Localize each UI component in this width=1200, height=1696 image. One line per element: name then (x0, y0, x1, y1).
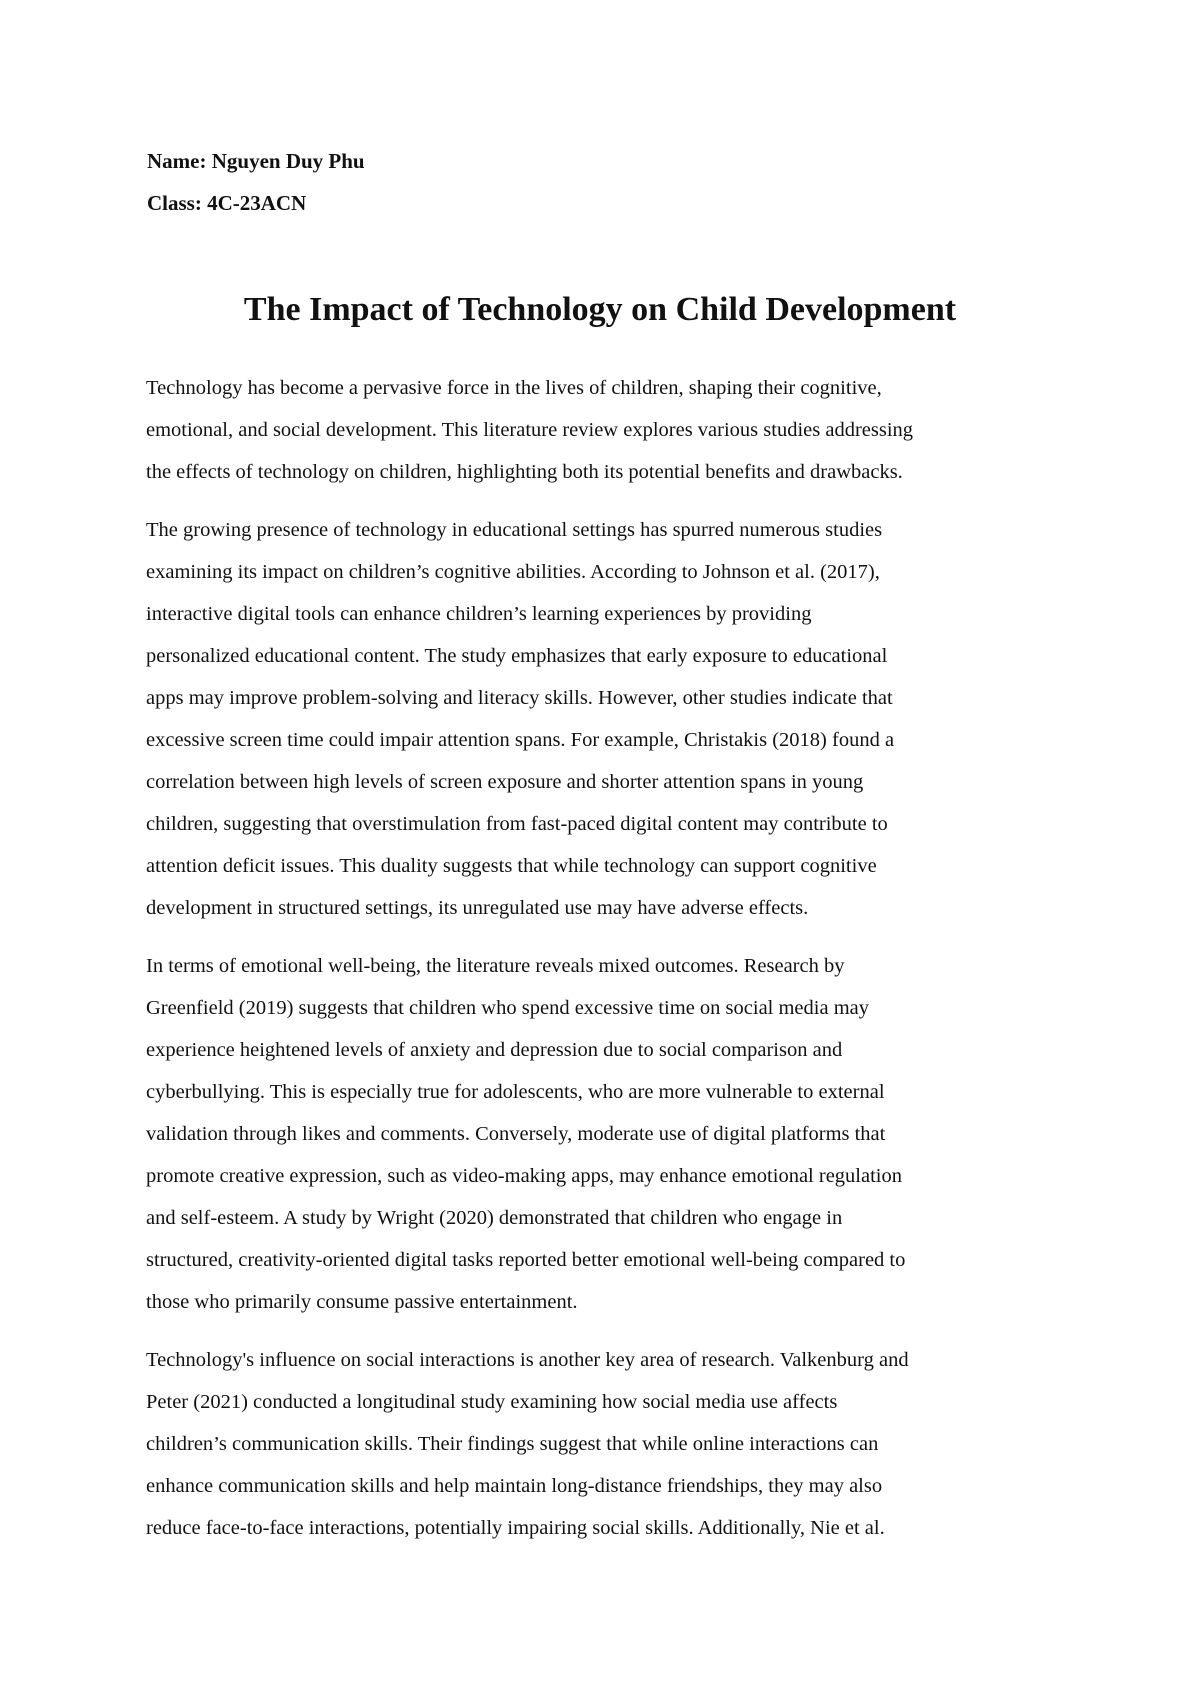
text-line: promote creative expression, such as video-making apps, may enhance emotional regulation (146, 1165, 902, 1187)
text-line: children, suggesting that overstimulation from fast-paced digital content may contribute to (146, 813, 888, 835)
text-line: Technology's influence on social interactions is another key area of research. Valkenburg and (146, 1349, 909, 1371)
text-line: The growing presence of technology in educational settings has spurred numerous studies (146, 519, 883, 541)
student-name-line: Name: Nguyen Duy Phu (147, 149, 365, 173)
text-line: Greenfield (2019) suggests that children who spend excessive time on social media may (146, 997, 869, 1019)
text-line: children’s communication skills. Their findings suggest that while online interactions can (146, 1433, 879, 1455)
document-title: The Impact of Technology on Child Development (243, 291, 957, 328)
text-line: correlation between high levels of screen exposure and shorter attention spans in young (146, 771, 864, 793)
text-line: examining its impact on children’s cognitive abilities. According to Johnson et al. (2017), (146, 561, 880, 583)
text-line: In terms of emotional well-being, the literature reveals mixed outcomes. Research by (146, 955, 845, 977)
text-line: excessive screen time could impair attention spans. For example, Christakis (2018) found a (146, 729, 895, 751)
paragraph-cognitive-development (146, 509, 1076, 929)
text-line: reduce face-to-face interactions, potentially impairing social skills. Additionally, Nie et al. (146, 1517, 885, 1539)
student-class-line: Class: 4C-23ACN (147, 191, 307, 215)
text-line: Peter (2021) conducted a longitudinal study examining how social media use affects (146, 1391, 838, 1413)
text-line: interactive digital tools can enhance children’s learning experiences by providing (146, 603, 812, 625)
paragraph-introduction (146, 367, 1076, 493)
text-line: experience heightened levels of anxiety and depression due to social comparison and (146, 1039, 843, 1061)
text-line: apps may improve problem-solving and literacy skills. However, other studies indicate that (146, 687, 893, 709)
text-line: Technology has become a pervasive force in the lives of children, shaping their cognitive, (146, 377, 882, 399)
text-line: validation through likes and comments. Conversely, moderate use of digital platforms that (146, 1123, 886, 1145)
paragraph-emotional-wellbeing (146, 945, 1076, 1323)
text-line: and self-esteem. A study by Wright (2020) demonstrated that children who engage in (146, 1207, 843, 1229)
text-line: the effects of technology on children, highlighting both its potential benefits and drawbacks. (146, 461, 903, 483)
text-line: structured, creativity-oriented digital tasks reported better emotional well-being compared to (146, 1249, 906, 1271)
text-line: cyberbullying. This is especially true for adolescents, who are more vulnerable to external (146, 1081, 885, 1103)
text-line: attention deficit issues. This duality suggests that while technology can support cognitive (146, 855, 877, 877)
text-line: development in structured settings, its unregulated use may have adverse effects. (146, 897, 809, 919)
text-line: emotional, and social development. This literature review explores various studies addressing (146, 419, 914, 441)
text-line: personalized educational content. The study emphasizes that early exposure to educational (146, 645, 888, 667)
paragraph-social-interactions (146, 1339, 1076, 1549)
document-body (146, 367, 1076, 1565)
text-line: enhance communication skills and help maintain long-distance friendships, they may also (146, 1475, 883, 1497)
text-line: those who primarily consume passive entertainment. (146, 1291, 578, 1313)
